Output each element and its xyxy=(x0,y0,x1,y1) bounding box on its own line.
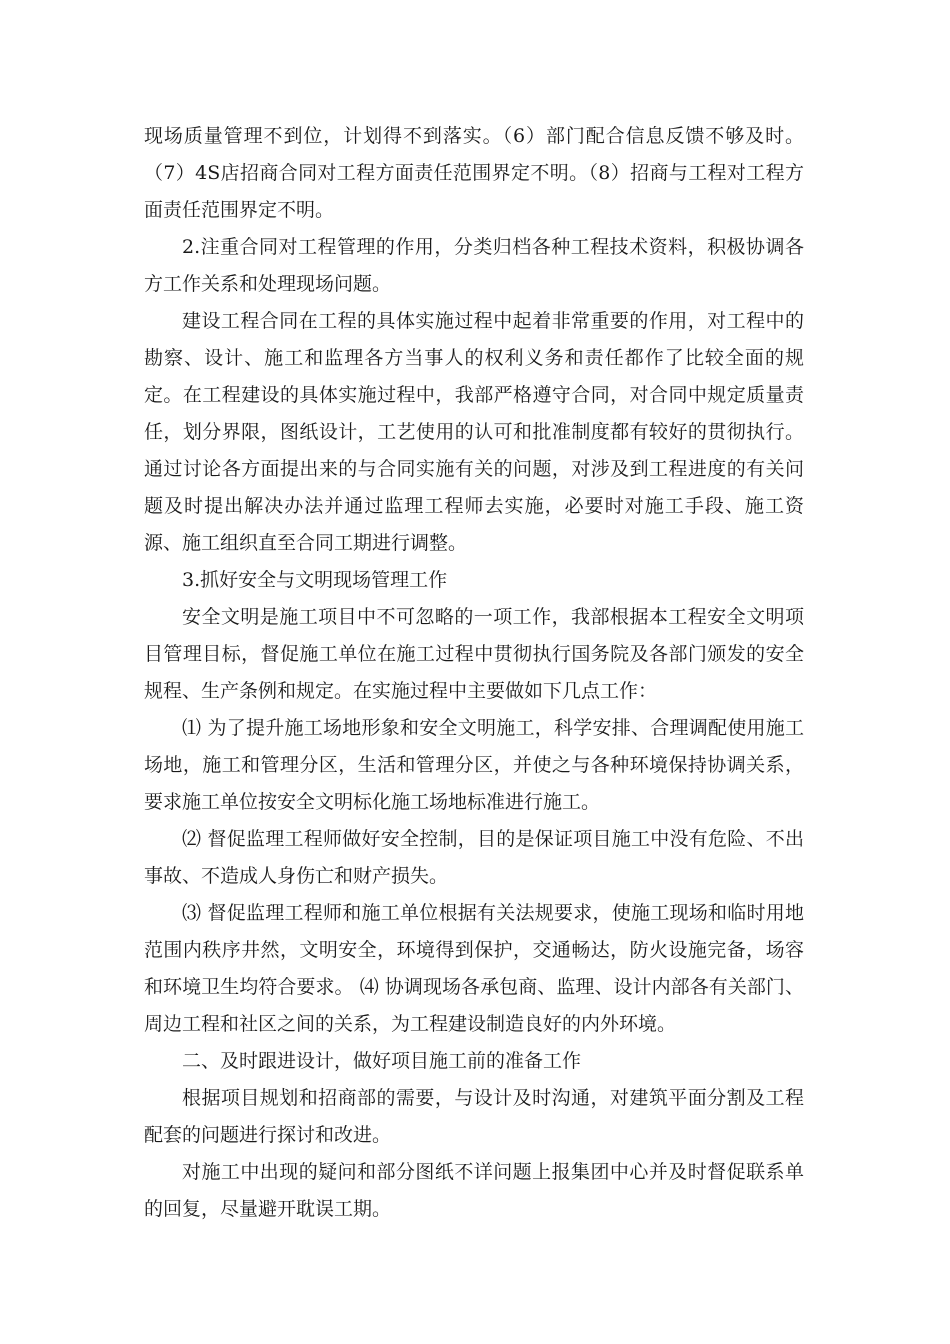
paragraph-design-communication: 根据项目规划和招商部的需要，与设计及时沟通，对建筑平面分割及工程配套的问题进行探讨和改进。 xyxy=(144,1087,804,1146)
document-body xyxy=(144,118,804,1228)
paragraph-heading-3: 3.抓好安全与文明现场管理工作 xyxy=(182,569,448,591)
paragraph-continuation: 现场质量管理不到位，计划得不到落实。（6）部门配合信息反馈不够及时。（7）4S店招商合同对工程方面责任范围界定不明。（8）招商与工程对工程方面责任范围界定不明。 xyxy=(144,125,804,221)
paragraph-heading-2: 2.注重合同对工程管理的作用，分类归档各种工程技术资料，积极协调各方工作关系和处理现场问题。 xyxy=(144,236,804,295)
paragraph-item-3-4: ⑶ 督促监理工程师和施工单位根据有关法规要求，使施工现场和临时用地范围内秩序井然，文明安全，环境得到保护，交通畅达，防火设施完备，场容和环境卫生均符合要求。 ⑷ 协调现场各承包商、监理、设计内部各有关部门、周边工程和社区之间的关系，为工程建设制造良好的内外环境。 xyxy=(144,902,804,1035)
paragraph-contract-role: 建设工程合同在工程的具体实施过程中起着非常重要的作用，对工程中的勘察、设计、施工和监理各方当事人的权利义务和责任都作了比较全面的规定。在工程建设的具体实施过程中，我部严格遵守合同，对合同中规定质量责任，划分界限，图纸设计，工艺使用的认可和批准制度都有较好的贯彻执行。通过讨论各方面提出来的与合同实施有关的问题，对涉及到工程进度的有关问题及时提出解决办法并通过监理工程师去实施，必要时对施工手段、施工资源、施工组织直至合同工期进行调整。 xyxy=(144,310,804,554)
paragraph-issue-reporting: 对施工中出现的疑问和部分图纸不详问题上报集团中心并及时督促联系单的回复，尽量避开耽误工期。 xyxy=(144,1161,804,1220)
paragraph-item-2: ⑵ 督促监理工程师做好安全控制，目的是保证项目施工中没有危险、不出事故、不造成人身伤亡和财产损失。 xyxy=(144,828,804,887)
paragraph-section-2-heading: 二、及时跟进设计，做好项目施工前的准备工作 xyxy=(182,1050,582,1072)
paragraph-item-1: ⑴ 为了提升施工场地形象和安全文明施工，科学安排、合理调配使用施工场地，施工和管理分区，生活和管理分区，并使之与各种环境保持协调关系，要求施工单位按安全文明标化施工场地标准进行施工。 xyxy=(144,717,804,813)
paragraph-safety-intro: 安全文明是施工项目中不可忽略的一项工作，我部根据本工程安全文明项目管理目标，督促施工单位在施工过程中贯彻执行国务院及各部门颁发的安全规程、生产条例和规定。在实施过程中主要做如下几点工作： xyxy=(144,606,804,702)
